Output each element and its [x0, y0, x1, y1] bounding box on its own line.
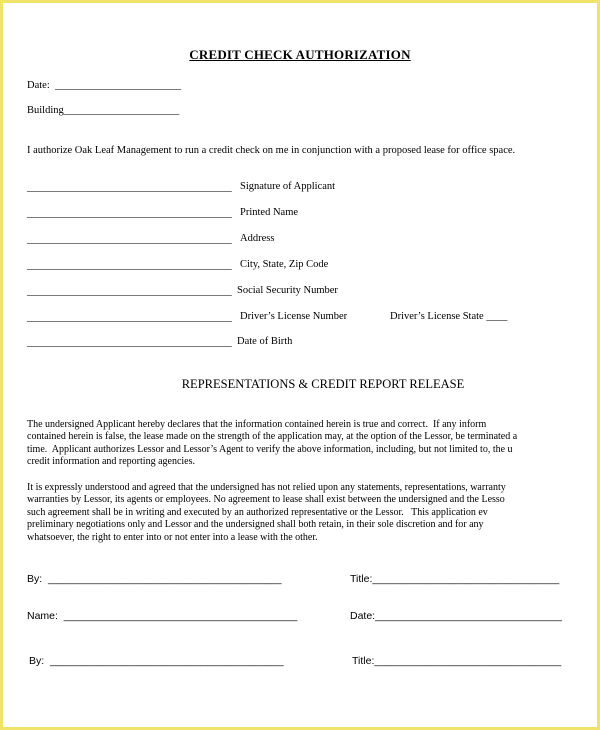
document-page [3, 3, 597, 727]
authorization-statement: I authorize Oak Leaf Management to run a credit check on me in conjunction with a proposed lease for office space. [27, 145, 516, 156]
document-title: CREDIT CHECK AUTHORIZATION [189, 47, 411, 62]
ssn-line[interactable]: _______________________________________ [27, 286, 232, 297]
city-state-zip-line[interactable]: _______________________________________ [27, 260, 232, 271]
paragraph-2-line: warranties by Lessor, its agents or employees. No agreement to lease shall exist between the undersigned and the Lesso [27, 494, 505, 505]
by-signature-field-2[interactable]: By: ________________________________________ [29, 655, 284, 667]
date-of-birth-label: Date of Birth [237, 336, 293, 347]
title-field-2[interactable]: Title:________________________________ [352, 655, 562, 667]
printed-name-line[interactable]: _______________________________________ [27, 208, 232, 219]
title-field-1[interactable]: Title:________________________________ [350, 573, 560, 585]
date-field[interactable]: Date: ________________________ [27, 80, 181, 91]
drivers-license-line[interactable]: _______________________________________ [27, 312, 232, 323]
paragraph-1-line: The undersigned Applicant hereby declares that the information contained herein is true and correct. If any inform [27, 419, 487, 430]
paragraph-1-line: credit information and reporting agencies. [27, 456, 195, 467]
paragraph-1-line: contained herein is false, the lease made on the strength of the application may, at the option of the Lessor, be terminated a [27, 431, 518, 442]
paragraph-2-line: such agreement shall be in writing and executed by an authorized representative or the Lessor. This application ev [27, 507, 488, 518]
paragraph-1-line: time. Applicant authorizes Lessor and Lessor’s Agent to verify the above information, including, but not limited to, the u [27, 444, 513, 455]
date-of-birth-line[interactable]: _______________________________________ [27, 337, 232, 348]
paragraph-2-line: preliminary negotiations only and Lessor and the undersigned shall both retain, in their sole discretion and for any [27, 519, 484, 530]
section-title: REPRESENTATIONS & CREDIT REPORT RELEASE [181, 377, 465, 391]
building-field[interactable]: Building______________________ [27, 105, 180, 116]
by-signature-field-1[interactable]: By: ________________________________________ [27, 573, 282, 585]
drivers-license-state-field[interactable]: Driver’s License State ____ [390, 311, 508, 322]
name-field[interactable]: Name: ________________________________________ [27, 610, 298, 622]
paragraph-2-line: whatsoever, the right to enter into or not enter into a lease with the other. [27, 532, 318, 543]
drivers-license-number-label: Driver’s License Number [240, 311, 348, 322]
ssn-label: Social Security Number [237, 285, 338, 296]
signature-line[interactable]: _______________________________________ [27, 182, 232, 193]
address-line[interactable]: _______________________________________ [27, 234, 232, 245]
printed-name-label: Printed Name [240, 207, 299, 218]
city-state-zip-label: City, State, Zip Code [240, 259, 329, 270]
paragraph-2-line: It is expressly understood and agreed that the undersigned has not relied upon any statements, representations, warranty [27, 482, 506, 493]
signature-of-applicant-label: Signature of Applicant [240, 181, 336, 192]
address-label: Address [240, 233, 275, 244]
date-signature-field[interactable]: Date:________________________________ [350, 610, 562, 622]
